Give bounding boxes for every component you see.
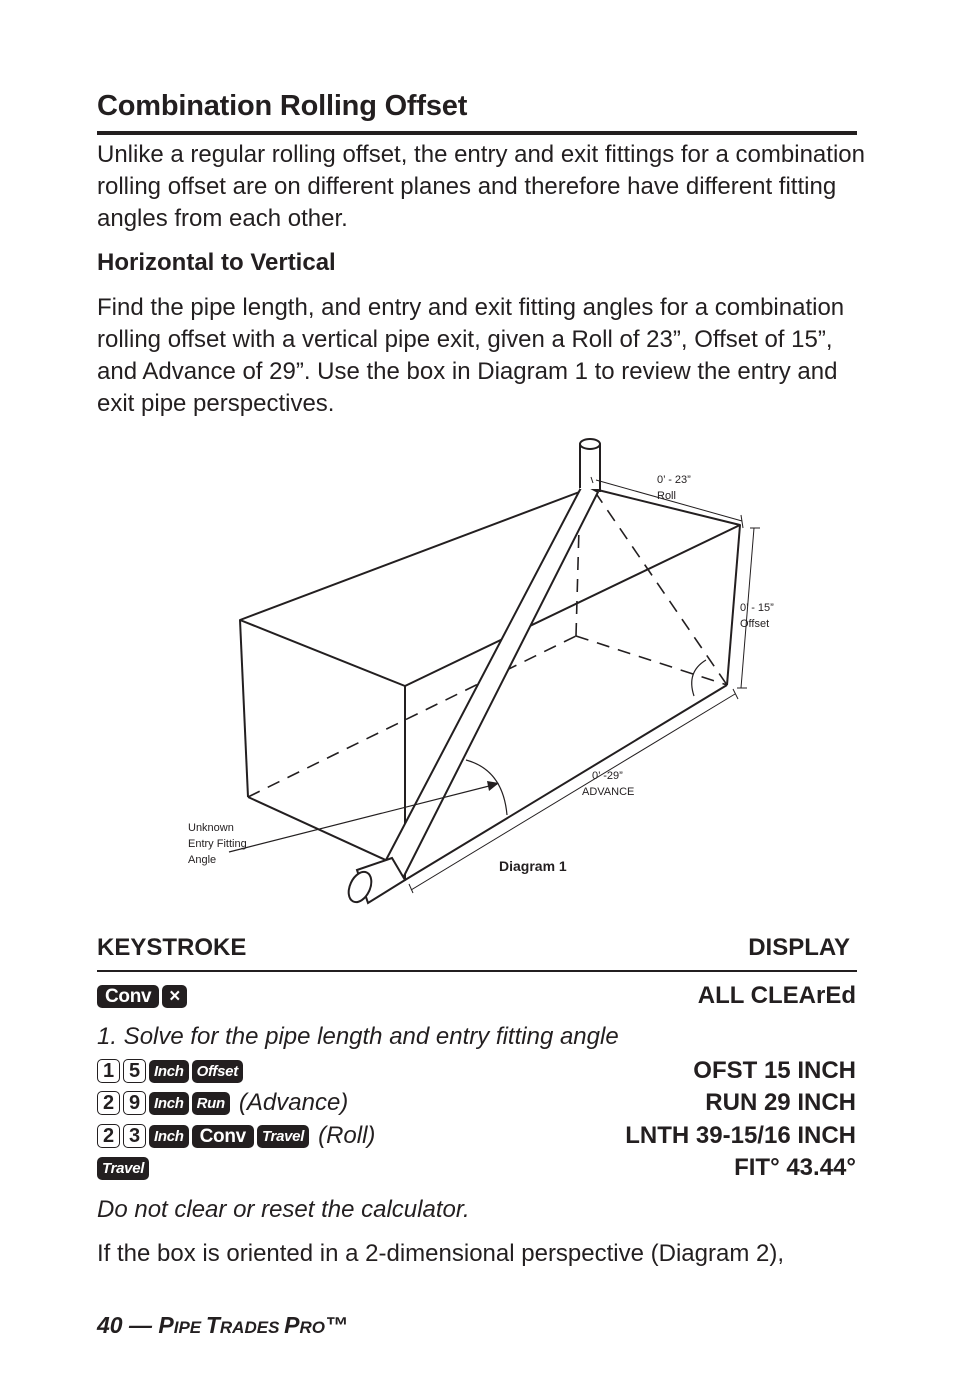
inch-key[interactable]: Inch — [149, 1060, 189, 1083]
display-value: LNTH 39-15/16 INCH — [625, 1122, 856, 1149]
keystroke-note: (Advance) — [238, 1089, 349, 1116]
digit-key-9[interactable]: 9 — [123, 1091, 146, 1115]
roll-label: Roll — [657, 490, 676, 502]
box-right-vertical-edge — [727, 525, 740, 685]
conv-key[interactable]: Conv — [192, 1125, 254, 1148]
keystroke-header: KEYSTROKE — [97, 934, 247, 961]
diagram-caption: Diagram 1 — [499, 858, 567, 874]
page-title: Combination Rolling Offset — [97, 90, 468, 122]
callout-label-line-3: Angle — [188, 854, 217, 866]
digit-key-2[interactable]: 2 — [97, 1091, 120, 1115]
diagram-1 — [170, 430, 790, 920]
page-footer: 40 — PIPE TRADES PRO™ — [97, 1312, 348, 1338]
offset-key[interactable]: Offset — [192, 1060, 243, 1083]
box-bottom-front-edge — [405, 685, 727, 880]
box-top-face — [240, 488, 740, 686]
keystroke-row-offset — [97, 1055, 856, 1087]
caution-note: Do not clear or reset the calculator. — [97, 1196, 470, 1223]
box-left-back-edge — [240, 620, 248, 797]
travel-key[interactable]: Travel — [97, 1157, 149, 1180]
callout-line — [229, 784, 497, 852]
conv-key[interactable]: Conv — [97, 985, 159, 1008]
pipe-top-cap — [580, 439, 600, 449]
display-value: ALL CLEArEd — [697, 982, 856, 1009]
hidden-edge-bottom-back — [248, 636, 576, 797]
display-header: DISPLAY — [748, 934, 850, 961]
advance-label: ADVANCE — [582, 786, 635, 798]
run-key[interactable]: Run — [192, 1092, 230, 1115]
clear-key[interactable]: × — [162, 985, 187, 1008]
display-value: RUN 29 INCH — [705, 1089, 856, 1116]
entry-angle-arc — [466, 760, 507, 815]
step-instruction: 1. Solve for the pipe length and entry fitting angle — [97, 1023, 619, 1050]
inch-key[interactable]: Inch — [149, 1125, 189, 1148]
section-subheading: Horizontal to Vertical — [97, 249, 336, 276]
digit-key-5[interactable]: 5 — [123, 1059, 146, 1083]
continuation-paragraph: If the box is oriented in a 2-dimensional perspective (Diagram 2), — [97, 1240, 784, 1267]
pipe — [344, 439, 600, 906]
digit-key-1[interactable]: 1 — [97, 1059, 120, 1083]
pipe-diagonal — [386, 484, 598, 878]
inch-key[interactable]: Inch — [149, 1092, 189, 1115]
roll-value: 0’ - 23” — [657, 474, 691, 486]
problem-paragraph: Find the pipe length, and entry and exit fitting angles for a combination rolling offset with a vertical pipe exit, given a Roll of 23”, Offset of 15”, and Advance of 29”. Use the box in Diagram 1 to review the entry and exit pipe perspectives. — [97, 294, 845, 417]
digit-key-3[interactable]: 3 — [123, 1124, 146, 1148]
intro-paragraph: Unlike a regular rolling offset, the entry and exit fittings for a combination rolling offset are on different planes and therefore have different fitting angles from each other. — [97, 141, 865, 232]
offset-value: 0’ - 15” — [740, 602, 774, 614]
hidden-diagonal — [595, 492, 727, 685]
keystroke-row-length — [97, 1120, 856, 1152]
table-rule — [97, 970, 857, 972]
keystroke-row-clear — [97, 980, 856, 1012]
display-value: OFST 15 INCH — [693, 1057, 856, 1084]
title-rule — [97, 131, 857, 135]
keystroke-note: (Roll) — [318, 1122, 376, 1149]
pipe-vertical — [580, 444, 600, 489]
display-value: FIT° 43.44° — [734, 1154, 856, 1181]
travel-key[interactable]: Travel — [257, 1125, 309, 1148]
offset-label: Offset — [740, 618, 770, 630]
callout-label-line-2: Entry Fitting — [188, 838, 247, 850]
keystroke-row-fitting — [97, 1152, 856, 1184]
callout-label-line-1: Unknown — [188, 822, 234, 834]
digit-key-2[interactable]: 2 — [97, 1124, 120, 1148]
keystroke-row-run — [97, 1087, 856, 1119]
advance-value: 0’ -29” — [592, 770, 623, 782]
page-number: 40 — — [97, 1312, 159, 1338]
